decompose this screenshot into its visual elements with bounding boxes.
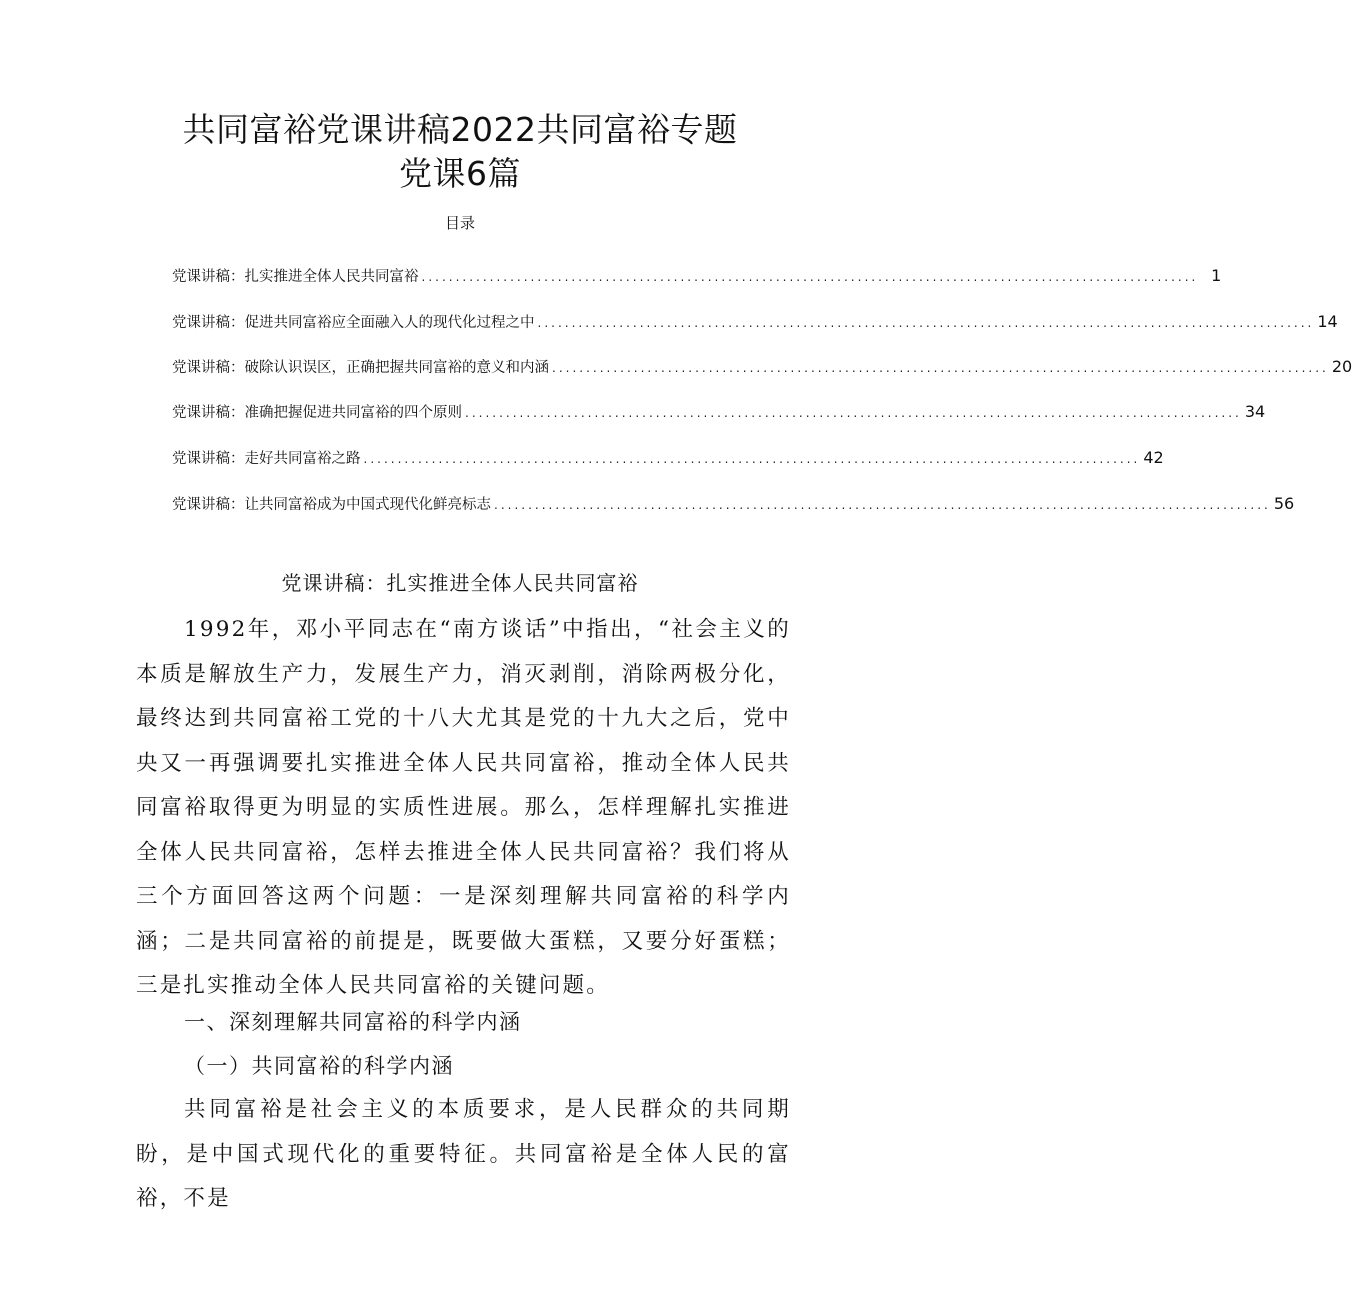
- toc-entry-text: 党课讲稿：促进共同富裕应全面融入人的现代化过程之中: [172, 315, 535, 331]
- toc-leader-dots: ..................................................................................................................: [494, 498, 1271, 512]
- toc-entry-page: 20: [1331, 357, 1352, 376]
- toc-entry-page: 42: [1143, 448, 1164, 467]
- toc-leader-dots: ..................................................................................................................: [552, 361, 1329, 375]
- toc-entry-text: 党课讲稿：扎实推进全体人民共同富裕: [172, 269, 419, 285]
- toc-entry-text: 党课讲稿：准确把握促进共同富裕的四个原则: [172, 405, 462, 421]
- toc-entry-page: 34: [1244, 402, 1266, 421]
- subsection-subheading: （一）共同富裕的科学内涵: [184, 1054, 454, 1078]
- body-paragraph: 1992年，邓小平同志在“南方谈话”中指出，“社会主义的本质是解放生产力，发展生产力，消灭剥削，消除两极分化，最终达到共同富裕工党的十八大尤其是党的十九大之后，党中央又一再强调要扎实推进全体人民共同富裕，推动全体人民共同富裕取得更为明显的实质性进展。那么，怎样理解扎实推进全体人民共同富裕，怎样去推进全体人民共同富裕？我们将从三个方面回答这两个问题：一是深刻理解共同富裕的科学内涵；二是共同富裕的前提是，既要做大蛋糕，又要分好蛋糕；三是扎实推动全体人民共同富裕的关键问题。: [136, 617, 791, 998]
- toc-heading: 目录: [444, 214, 475, 232]
- toc-leader-dots: ..................................................................................................................: [363, 452, 1141, 466]
- toc-entry[interactable]: [172, 444, 1164, 472]
- toc-entry-text: 党课讲稿：让共同富裕成为中国式现代化鲜亮标志: [172, 497, 491, 513]
- section-title: 党课讲稿：扎实推进全体人民共同富裕: [281, 571, 639, 595]
- toc-entry-page: 14: [1317, 312, 1338, 331]
- toc-entry-text: 党课讲稿：走好共同富裕之路: [172, 451, 361, 467]
- subsection-heading: 一、深刻理解共同富裕的科学内涵: [184, 1010, 522, 1034]
- toc-entry[interactable]: [172, 353, 1352, 381]
- body-paragraph: 共同富裕是社会主义的本质要求，是人民群众的共同期盼，是中国式现代化的重要特征。共同富裕是全体人民的富裕，不是: [136, 1097, 791, 1211]
- toc-entry-page: 1: [1211, 266, 1222, 285]
- toc-entry[interactable]: [172, 398, 1266, 426]
- toc-entry[interactable]: [172, 262, 1222, 290]
- toc-leader-dots: ..................................................................................................................: [465, 406, 1242, 420]
- toc-entry-page: 56: [1273, 494, 1295, 513]
- document-title-line-2: 党课6篇: [399, 154, 521, 193]
- toc-entry[interactable]: [172, 308, 1338, 336]
- toc-entry-text: 党课讲稿：破除认识误区，正确把握共同富裕的意义和内涵: [172, 360, 549, 376]
- toc-leader-dots: ..................................................................................................................: [421, 270, 1199, 284]
- toc-entry[interactable]: [172, 490, 1295, 518]
- toc-leader-dots: ..................................................................................................................: [537, 316, 1315, 330]
- document-title-line-1: 共同富裕党课讲稿2022共同富裕专题: [182, 110, 738, 149]
